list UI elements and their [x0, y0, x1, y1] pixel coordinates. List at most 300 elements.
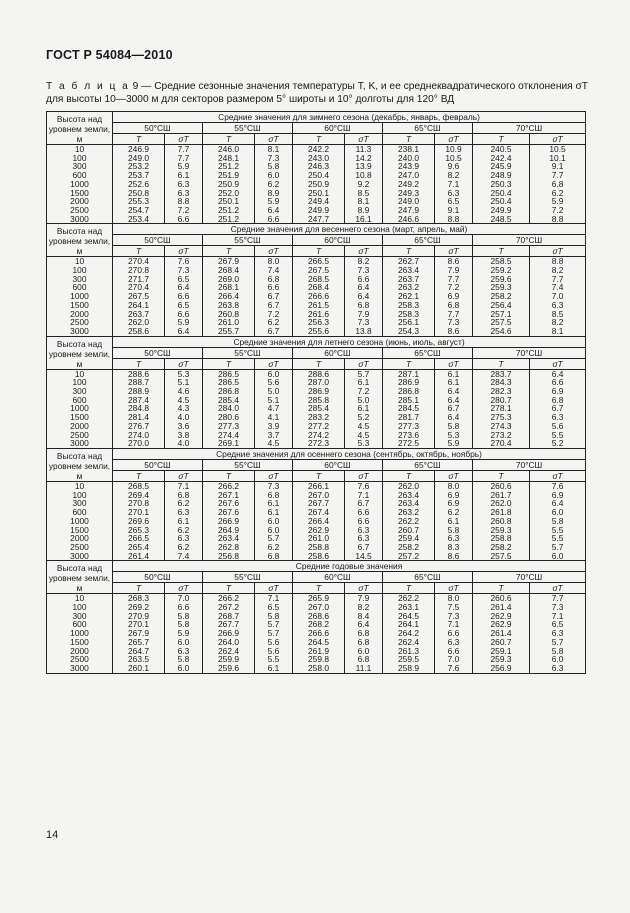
sigma-value: 6.5 [165, 301, 203, 310]
sigma-value: 5.3 [435, 431, 473, 440]
latitude-header: 70°СШ [473, 123, 586, 134]
temperature-value: 269.4 [113, 491, 165, 500]
sigma-value: 6.5 [165, 275, 203, 284]
sigma-value: 8.8 [530, 215, 586, 224]
temperature-value: 266.5 [113, 534, 165, 543]
table-row [47, 369, 586, 378]
table-row [47, 491, 586, 500]
temperature-value: 248.1 [203, 154, 255, 163]
sigma-value: 6.8 [345, 638, 383, 647]
sigma-value: 7.3 [435, 612, 473, 621]
sigma-value: 6.0 [530, 508, 586, 517]
sigma-value: 7.1 [530, 612, 586, 621]
sigma-value: 5.6 [255, 378, 293, 387]
sigma-value: 7.6 [345, 481, 383, 490]
temperature-column-header: T [473, 358, 530, 369]
sigma-column-header: σT [345, 470, 383, 481]
temperature-value: 270.0 [113, 439, 165, 448]
sigma-value: 6.6 [255, 283, 293, 292]
temperature-value: 264.5 [383, 612, 435, 621]
table-row [47, 499, 586, 508]
temperature-column-header: T [473, 246, 530, 257]
temperature-value: 258.2 [383, 543, 435, 552]
sigma-value: 6.1 [435, 517, 473, 526]
temperature-value: 284.0 [203, 404, 255, 413]
sigma-value: 8.2 [530, 318, 586, 327]
latitude-header: 60°СШ [293, 123, 383, 134]
sigma-column-header: σT [435, 470, 473, 481]
sigma-value: 6.1 [255, 508, 293, 517]
temperature-value: 265.3 [113, 526, 165, 535]
temperature-value: 252.6 [113, 180, 165, 189]
sigma-value: 7.1 [345, 491, 383, 500]
temperature-value: 249.9 [473, 206, 530, 215]
sigma-value: 5.1 [255, 396, 293, 405]
temperature-value: 267.9 [203, 257, 255, 266]
sigma-value: 13.9 [345, 162, 383, 171]
sigma-value: 5.6 [255, 638, 293, 647]
temperature-value: 246.6 [383, 215, 435, 224]
season-title: Средние значения для весеннего сезона (март, апрель, май) [113, 224, 586, 235]
sigma-value: 6.4 [435, 387, 473, 396]
sigma-value: 11.1 [345, 664, 383, 673]
page-number: 14 [46, 829, 59, 841]
temperature-value: 263.7 [113, 310, 165, 319]
document-title: ГОСТ Р 54084—2010 [46, 48, 173, 62]
temperature-value: 287.1 [383, 369, 435, 378]
temperature-value: 262.7 [383, 257, 435, 266]
sigma-column-header: σT [165, 358, 203, 369]
temperature-value: 251.2 [203, 162, 255, 171]
temperature-value: 246.0 [203, 145, 255, 154]
table-row [47, 275, 586, 284]
sigma-column-header: σT [255, 246, 293, 257]
sigma-value: 6.4 [345, 292, 383, 301]
temperature-value: 267.5 [113, 292, 165, 301]
sigma-value: 4.3 [165, 404, 203, 413]
table-row [47, 534, 586, 543]
temperature-value: 286.8 [383, 387, 435, 396]
sigma-value: 5.3 [165, 369, 203, 378]
sigma-value: 6.6 [435, 647, 473, 656]
sigma-value: 8.9 [345, 206, 383, 215]
table-row [47, 145, 586, 154]
temperature-value: 270.4 [113, 257, 165, 266]
sigma-value: 7.9 [435, 266, 473, 275]
temperature-value: 249.4 [293, 197, 345, 206]
sigma-value: 3.9 [255, 422, 293, 431]
latitude-header-row [47, 123, 586, 134]
sigma-value: 5.7 [255, 629, 293, 638]
sigma-value: 6.1 [435, 369, 473, 378]
sigma-value: 7.6 [530, 481, 586, 490]
sigma-value: 6.0 [530, 655, 586, 664]
sigma-value: 5.5 [530, 526, 586, 535]
temperature-value: 249.0 [383, 197, 435, 206]
sigma-value: 9.1 [435, 206, 473, 215]
height-value: 100 [47, 266, 113, 275]
temperature-column-header: T [113, 358, 165, 369]
latitude-header-row [47, 572, 586, 583]
sigma-value: 5.1 [165, 378, 203, 387]
height-value: 1500 [47, 413, 113, 422]
caption-label: Т а б л и ц а [46, 81, 130, 92]
height-value: 10 [47, 594, 113, 603]
latitude-header: 65°СШ [383, 572, 473, 583]
sigma-value: 6.3 [165, 508, 203, 517]
temperature-value: 268.1 [203, 283, 255, 292]
temperature-column-header: T [203, 583, 255, 594]
caption-text: 9 — Средние сезонные значения температуры T, K, и ее среднеквадратического отклонения σT для высоты 10—3000 м для секторов размером 5° широты и 10° долготы для 120° ВД [46, 81, 588, 105]
sigma-value: 5.8 [165, 612, 203, 621]
temperature-value: 267.0 [293, 603, 345, 612]
temperature-value: 288.6 [113, 369, 165, 378]
temperature-table [46, 111, 586, 674]
sigma-value: 6.7 [530, 404, 586, 413]
height-value: 3000 [47, 215, 113, 224]
height-value: 2000 [47, 422, 113, 431]
sigma-value: 5.9 [165, 162, 203, 171]
height-value: 2500 [47, 431, 113, 440]
sigma-value: 5.9 [165, 318, 203, 327]
sigma-column-header: σT [345, 358, 383, 369]
table-row [47, 292, 586, 301]
sigma-value: 8.9 [255, 189, 293, 198]
sigma-value: 6.9 [530, 491, 586, 500]
sigma-column-header: σT [165, 134, 203, 145]
temperature-value: 266.9 [203, 517, 255, 526]
temperature-value: 264.9 [203, 526, 255, 535]
temperature-value: 259.5 [383, 655, 435, 664]
sigma-value: 6.3 [530, 413, 586, 422]
sigma-value: 7.6 [435, 664, 473, 673]
sigma-value: 6.8 [255, 491, 293, 500]
sigma-value: 13.8 [345, 327, 383, 336]
variable-header-row [47, 358, 586, 369]
latitude-header: 50°СШ [113, 123, 203, 134]
temperature-value: 247.9 [383, 206, 435, 215]
sigma-value: 6.0 [255, 171, 293, 180]
sigma-value: 7.7 [165, 145, 203, 154]
height-value: 1500 [47, 301, 113, 310]
temperature-value: 257.1 [473, 310, 530, 319]
temperature-value: 255.7 [203, 327, 255, 336]
temperature-column-header: T [293, 134, 345, 145]
sigma-value: 6.9 [435, 499, 473, 508]
latitude-header: 50°СШ [113, 347, 203, 358]
sigma-value: 7.1 [255, 594, 293, 603]
sigma-value: 6.3 [530, 629, 586, 638]
height-value: 600 [47, 620, 113, 629]
temperature-value: 264.7 [113, 647, 165, 656]
sigma-value: 8.2 [345, 257, 383, 266]
sigma-value: 6.1 [345, 378, 383, 387]
temperature-column-header: T [203, 134, 255, 145]
temperature-value: 260.7 [383, 526, 435, 535]
table-row [47, 620, 586, 629]
temperature-value: 258.3 [383, 301, 435, 310]
temperature-value: 249.9 [293, 206, 345, 215]
temperature-value: 271.7 [113, 275, 165, 284]
temperature-value: 259.8 [293, 655, 345, 664]
sigma-value: 5.2 [530, 439, 586, 448]
temperature-value: 266.2 [203, 594, 255, 603]
temperature-column-header: T [293, 583, 345, 594]
temperature-value: 242.4 [473, 154, 530, 163]
sigma-value: 6.9 [435, 491, 473, 500]
temperature-value: 263.2 [383, 283, 435, 292]
temperature-value: 267.7 [203, 620, 255, 629]
latitude-header: 70°СШ [473, 459, 586, 470]
temperature-value: 284.8 [113, 404, 165, 413]
sigma-value: 5.9 [165, 629, 203, 638]
sigma-value: 4.1 [255, 413, 293, 422]
temperature-value: 260.8 [203, 310, 255, 319]
temperature-column-header: T [293, 358, 345, 369]
sigma-value: 6.4 [530, 369, 586, 378]
temperature-value: 262.9 [473, 620, 530, 629]
sigma-value: 6.1 [165, 517, 203, 526]
sigma-value: 6.2 [255, 318, 293, 327]
height-value: 3000 [47, 327, 113, 336]
temperature-value: 269.6 [113, 517, 165, 526]
temperature-value: 269.0 [203, 275, 255, 284]
sigma-value: 8.5 [530, 310, 586, 319]
table-row [47, 431, 586, 440]
sigma-value: 6.0 [255, 369, 293, 378]
sigma-column-header: σT [165, 470, 203, 481]
temperature-value: 263.5 [113, 655, 165, 664]
latitude-header: 70°СШ [473, 572, 586, 583]
sigma-value: 8.3 [435, 543, 473, 552]
sigma-value: 7.1 [435, 180, 473, 189]
temperature-value: 247.7 [293, 215, 345, 224]
latitude-header: 55°СШ [203, 347, 293, 358]
sigma-value: 5.3 [345, 439, 383, 448]
table-row [47, 664, 586, 673]
temperature-value: 267.4 [293, 508, 345, 517]
temperature-column-header: T [383, 134, 435, 145]
temperature-value: 259.9 [203, 655, 255, 664]
sigma-value: 7.5 [435, 603, 473, 612]
latitude-header: 60°СШ [293, 235, 383, 246]
height-value: 100 [47, 491, 113, 500]
temperature-value: 258.2 [473, 543, 530, 552]
temperature-value: 258.0 [293, 664, 345, 673]
temperature-value: 247.0 [383, 171, 435, 180]
latitude-header: 60°СШ [293, 572, 383, 583]
temperature-value: 274.2 [293, 431, 345, 440]
height-value: 10 [47, 145, 113, 154]
sigma-value: 6.5 [530, 620, 586, 629]
sigma-value: 6.6 [345, 275, 383, 284]
temperature-value: 254.6 [473, 327, 530, 336]
sigma-column-header: σT [530, 246, 586, 257]
temperature-value: 264.1 [113, 301, 165, 310]
height-value: 600 [47, 171, 113, 180]
sigma-value: 6.6 [165, 215, 203, 224]
latitude-header: 55°СШ [203, 572, 293, 583]
sigma-value: 6.1 [255, 664, 293, 673]
temperature-value: 258.2 [473, 292, 530, 301]
temperature-value: 265.9 [293, 594, 345, 603]
sigma-value: 7.2 [345, 387, 383, 396]
sigma-value: 10.9 [435, 145, 473, 154]
sigma-value: 5.7 [530, 638, 586, 647]
temperature-value: 250.9 [293, 180, 345, 189]
temperature-value: 243.0 [293, 154, 345, 163]
sigma-value: 6.8 [345, 629, 383, 638]
temperature-value: 259.1 [473, 647, 530, 656]
sigma-value: 6.5 [435, 197, 473, 206]
sigma-value: 5.7 [255, 620, 293, 629]
sigma-value: 6.6 [165, 603, 203, 612]
temperature-value: 238.1 [383, 145, 435, 154]
latitude-header: 70°СШ [473, 347, 586, 358]
height-value: 600 [47, 508, 113, 517]
temperature-value: 263.7 [383, 275, 435, 284]
temperature-column-header: T [383, 470, 435, 481]
sigma-value: 6.1 [255, 499, 293, 508]
sigma-value: 14.2 [345, 154, 383, 163]
season-header-row [47, 112, 586, 123]
temperature-value: 276.7 [113, 422, 165, 431]
table-row [47, 301, 586, 310]
temperature-value: 259.3 [473, 283, 530, 292]
sigma-column-header: σT [255, 583, 293, 594]
sigma-value: 7.1 [435, 620, 473, 629]
temperature-value: 264.5 [293, 638, 345, 647]
temperature-value: 269.2 [113, 603, 165, 612]
sigma-value: 6.6 [165, 310, 203, 319]
temperature-value: 264.1 [383, 620, 435, 629]
height-value: 2500 [47, 655, 113, 664]
temperature-value: 258.8 [473, 534, 530, 543]
table-row [47, 439, 586, 448]
temperature-value: 259.2 [473, 266, 530, 275]
sigma-value: 6.0 [530, 552, 586, 561]
height-column-header: Высота над уровнем земли, м [47, 336, 113, 369]
temperature-column-header: T [203, 470, 255, 481]
temperature-value: 258.6 [293, 552, 345, 561]
latitude-header: 65°СШ [383, 235, 473, 246]
temperature-value: 262.1 [383, 292, 435, 301]
sigma-value: 7.0 [435, 655, 473, 664]
temperature-value: 253.4 [113, 215, 165, 224]
temperature-value: 277.3 [383, 422, 435, 431]
temperature-value: 257.5 [473, 552, 530, 561]
temperature-column-header: T [473, 583, 530, 594]
sigma-value: 5.7 [345, 369, 383, 378]
temperature-value: 263.2 [383, 508, 435, 517]
table-row [47, 552, 586, 561]
sigma-value: 6.8 [530, 396, 586, 405]
sigma-value: 11.3 [345, 145, 383, 154]
sigma-value: 6.3 [165, 647, 203, 656]
height-value: 2000 [47, 310, 113, 319]
table-row [47, 206, 586, 215]
table-row [47, 508, 586, 517]
latitude-header: 50°СШ [113, 572, 203, 583]
temperature-value: 254.3 [383, 327, 435, 336]
sigma-column-header: σT [435, 583, 473, 594]
height-value: 2000 [47, 647, 113, 656]
season-header-row [47, 561, 586, 572]
temperature-value: 260.8 [473, 517, 530, 526]
sigma-value: 7.1 [165, 481, 203, 490]
temperature-value: 245.9 [473, 162, 530, 171]
sigma-value: 8.2 [345, 603, 383, 612]
temperature-value: 250.8 [113, 189, 165, 198]
temperature-value: 273.2 [473, 431, 530, 440]
height-value: 1000 [47, 292, 113, 301]
sigma-value: 5.6 [255, 647, 293, 656]
sigma-value: 9.2 [345, 180, 383, 189]
temperature-value: 262.9 [473, 612, 530, 621]
temperature-value: 270.4 [473, 439, 530, 448]
sigma-value: 6.3 [165, 189, 203, 198]
height-value: 2000 [47, 197, 113, 206]
temperature-value: 266.2 [203, 481, 255, 490]
sigma-value: 4.5 [345, 431, 383, 440]
temperature-value: 250.4 [293, 171, 345, 180]
temperature-value: 250.4 [473, 189, 530, 198]
sigma-value: 7.3 [255, 154, 293, 163]
table-row [47, 594, 586, 603]
sigma-column-header: σT [530, 470, 586, 481]
table-row [47, 526, 586, 535]
sigma-value: 7.2 [255, 310, 293, 319]
sigma-value: 8.1 [345, 197, 383, 206]
sigma-value: 6.3 [345, 534, 383, 543]
temperature-value: 262.4 [203, 647, 255, 656]
sigma-value: 6.1 [165, 171, 203, 180]
sigma-value: 6.8 [435, 301, 473, 310]
temperature-value: 262.2 [383, 517, 435, 526]
temperature-value: 270.1 [113, 508, 165, 517]
sigma-value: 4.7 [255, 404, 293, 413]
temperature-value: 268.3 [113, 594, 165, 603]
height-value: 2500 [47, 206, 113, 215]
sigma-value: 6.0 [345, 647, 383, 656]
temperature-value: 266.4 [293, 517, 345, 526]
height-value: 300 [47, 162, 113, 171]
sigma-value: 5.7 [530, 543, 586, 552]
temperature-column-header: T [293, 246, 345, 257]
sigma-value: 6.2 [165, 543, 203, 552]
table-row [47, 327, 586, 336]
table-row [47, 171, 586, 180]
height-value: 300 [47, 612, 113, 621]
season-header-row [47, 448, 586, 459]
temperature-value: 267.2 [203, 603, 255, 612]
sigma-value: 8.6 [435, 327, 473, 336]
latitude-header-row [47, 347, 586, 358]
temperature-value: 263.4 [383, 266, 435, 275]
temperature-value: 265.4 [113, 543, 165, 552]
temperature-value: 269.1 [203, 439, 255, 448]
sigma-value: 7.2 [165, 206, 203, 215]
sigma-value: 7.4 [255, 266, 293, 275]
sigma-value: 7.9 [345, 310, 383, 319]
temperature-value: 251.2 [203, 215, 255, 224]
sigma-value: 6.7 [255, 301, 293, 310]
sigma-value: 8.8 [165, 197, 203, 206]
sigma-column-header: σT [255, 358, 293, 369]
temperature-value: 268.2 [293, 620, 345, 629]
temperature-value: 273.6 [383, 431, 435, 440]
sigma-value: 6.4 [165, 327, 203, 336]
